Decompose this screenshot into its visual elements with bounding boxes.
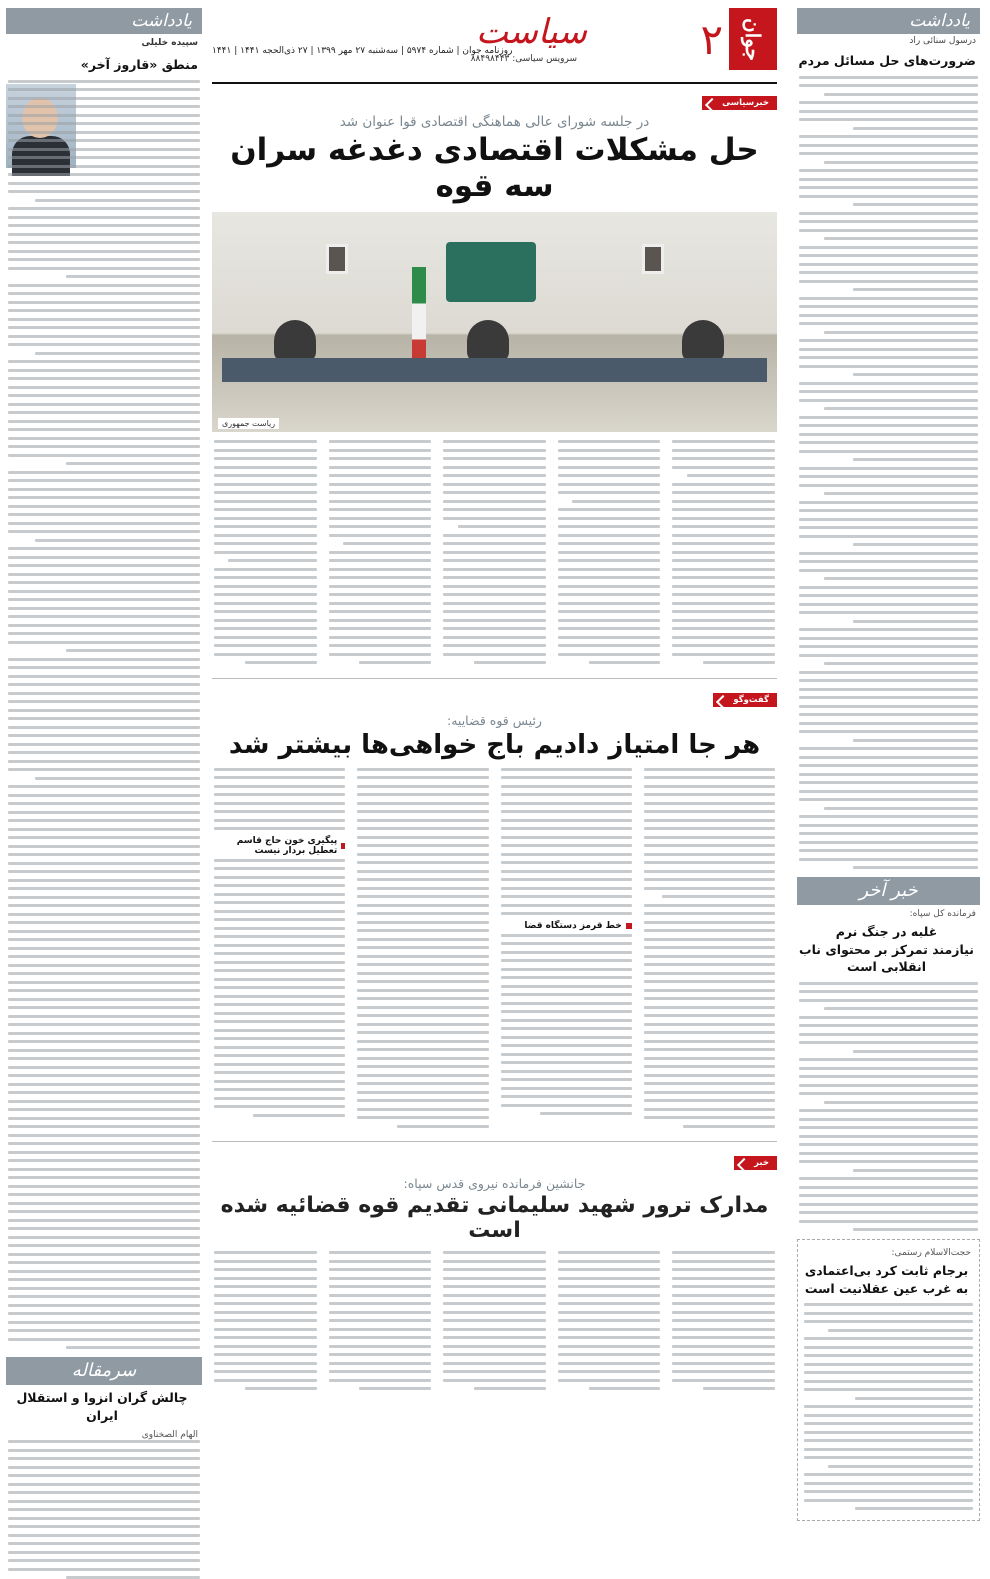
person-center [467,320,509,362]
news-headline-line2: نیازمند تمرکز بر محتوای ناب انقلابی است [799,941,974,974]
right-column-banner: یادداشت [797,8,980,34]
portrait-left [326,244,348,274]
editorial-banner: سرمقاله [6,1357,202,1385]
lead-article-body [212,440,777,670]
third-kicker: جانشین فرمانده نیروی قدس سپاه: [403,1176,586,1191]
left-column-headline: منطق «قاروز آخر» [80,57,198,72]
main-column [212,8,777,1365]
tag-political-news: خبرسیاسی [702,96,777,110]
meeting-desk [222,358,767,382]
portrait-right [642,244,664,274]
editorial-body [6,1440,202,1579]
news2-body [802,1303,975,1510]
editorial-headline: چالش گران انزوا و استقلال ایران [16,1390,188,1423]
right-column-headline: ضرورت‌های حل مسائل مردم [798,53,976,68]
second-headline: هر جا امتیاز دادیم باج خواهی‌ها بیشتر شد [228,729,761,760]
editorial-author: الهام الصخناوی [141,1430,198,1440]
photo-credit: ریاست جمهوری [218,418,279,429]
right-column [797,8,980,1365]
person-left [274,320,316,362]
lead-photo [212,212,777,432]
third-headline: مدارک ترور شهید سلیمانی تقدیم قوه قضائیه شده است [220,1193,769,1243]
section-title: سیاست [476,12,587,52]
news2-box [797,1239,980,1521]
left-column-banner: یادداشت [6,8,202,34]
news-headline-line1: غلبه در جنگ نرم [835,924,938,939]
lead-headline: حل مشکلات اقتصادی دغدغه سران سه قوه [230,132,759,204]
news-body [797,982,980,1232]
section-subtitle: سرویس سیاسی: ۸۸۴۹۸۴۴۳ [470,54,577,64]
left-column [6,8,202,1440]
second-article-body [212,768,777,1134]
tag-interview: گفت‌وگو [713,693,777,707]
third-article-body [212,1251,777,1396]
second-kicker: رئیس قوه قضاییه: [447,712,542,728]
masthead [212,8,777,84]
issue-info: روزنامه جوان | شماره ۵۹۷۴ | سه‌شنبه ۲۷ مهر ۱۳۹۹ | ۲۷ ذی‌الحجه ۱۴۴۱ | ۱۴۴۱ [212,46,513,56]
page-number: ۲ [700,15,723,64]
right-column-author: درسول سنائی راد [909,36,976,46]
emblem-plaque [446,242,536,302]
subhead-qasem-blood: پیگیری خون حاج قاسم تعطیل بردار نیست [214,836,345,856]
subhead-judiciary-redline: خط قرمز دستگاه قضا [501,921,632,931]
news2-kicker: حجت‌الاسلام رستمی: [891,1248,971,1258]
left-column-author: سپیده خلیلی [141,38,198,48]
news-banner: خبر آخر [797,877,980,905]
javan-logo: جوان [729,8,777,70]
right-column-body [797,76,980,870]
tag-news: خبر [734,1156,777,1170]
left-column-body [6,80,202,1350]
news-kicker: فرمانده کل سپاه: [909,909,976,919]
news2-headline: برجام ثابت کرد بی‌اعتمادی به غرب عین عقلانیت است [804,1263,969,1296]
lead-kicker: در جلسه شورای عالی هماهنگی اقتصادی قوا عنوان شد [339,114,650,130]
person-right [682,320,724,362]
